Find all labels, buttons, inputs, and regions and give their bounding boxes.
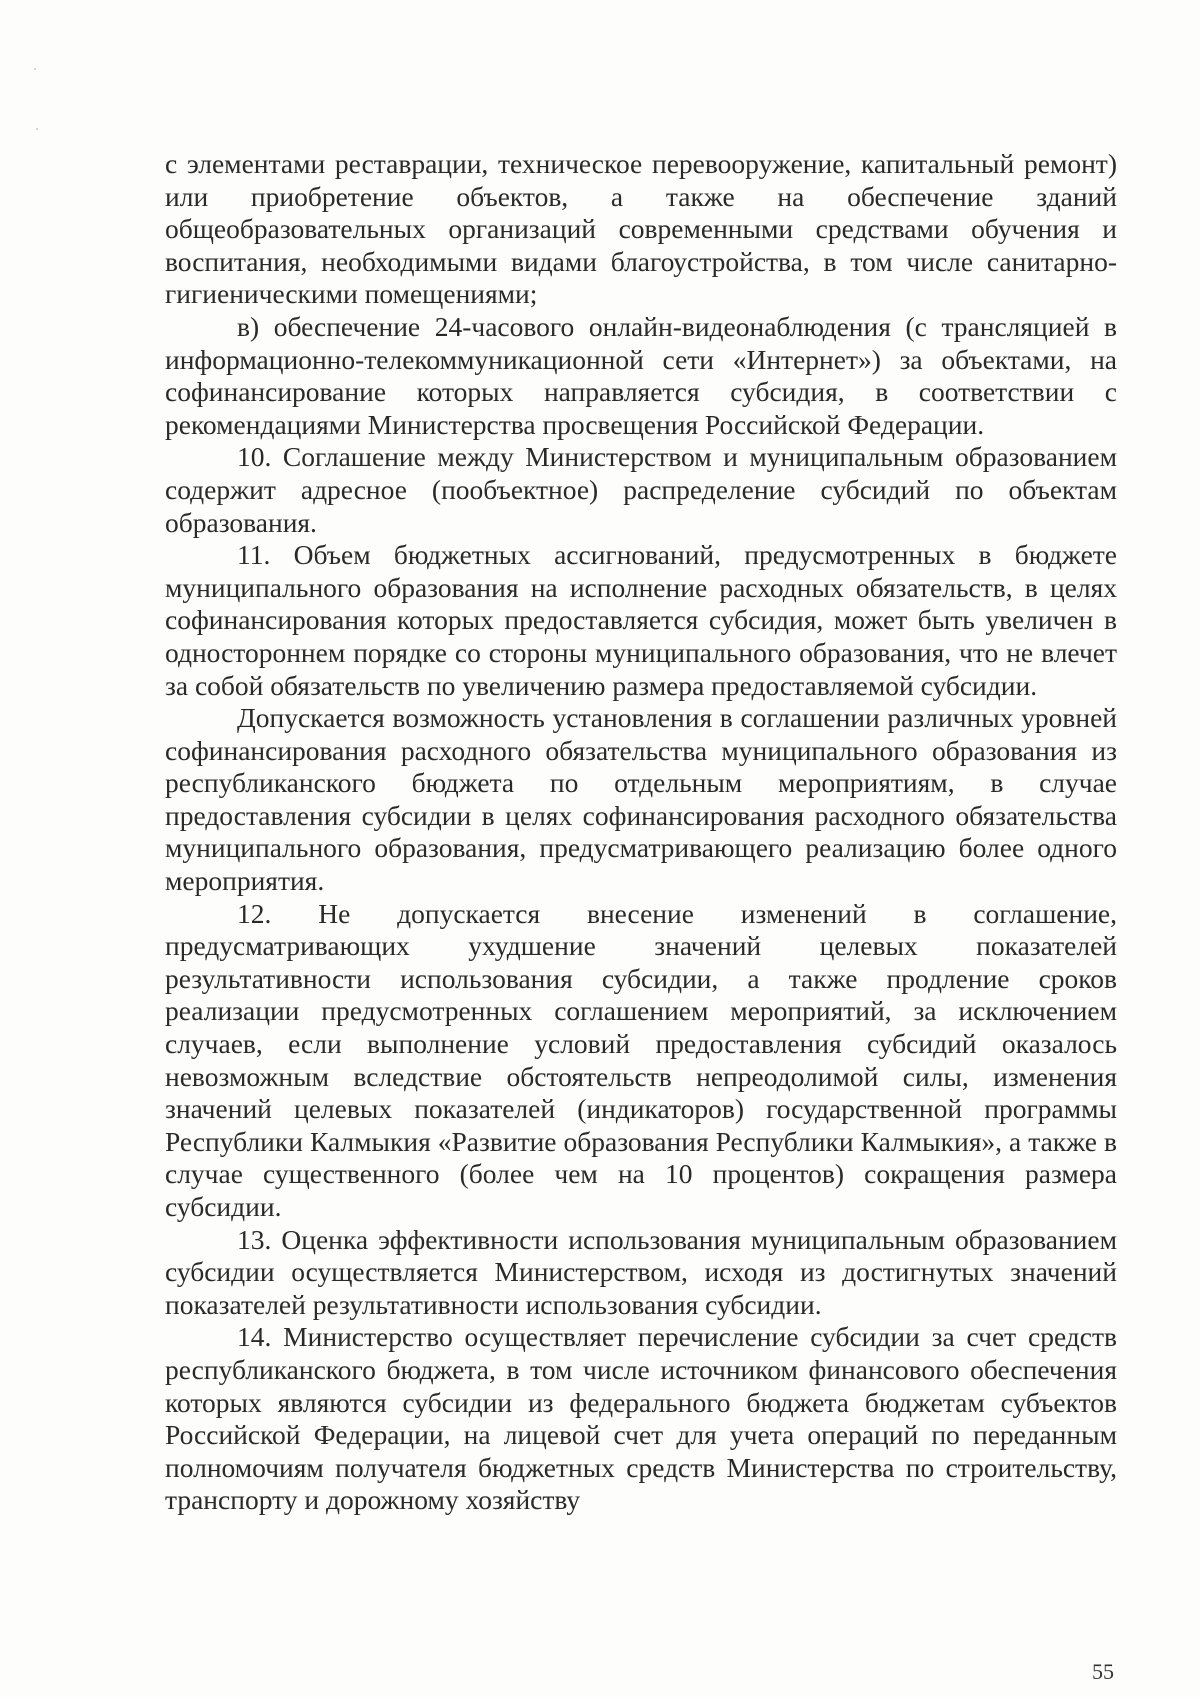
scan-artifact <box>34 68 36 70</box>
paragraph-item-v: в) обеспечение 24-часового онлайн-видеонаблюдения (с трансляцией в информационно-телекоммуникационной сети «Интернет») за объектами, на софинансирование которых направляется субсидия, в соответствии с рекомендациями Министерства просвещения Российской Федерации. <box>165 310 1117 440</box>
paragraph-clause-13: 13. Оценка эффективности использования муниципальным образованием субсидии осуществляется Министерством, исходя из достигнутых значений показателей результативности использования субсидии. <box>165 1223 1117 1320</box>
scan-artifact <box>36 128 38 130</box>
paragraph-clause-11-continued: Допускается возможность установления в соглашении различных уровней софинансирования расходного обязательства муниципального образования из республиканского бюджета по отдельным мероприятиям, в случае предоставления субсидии в целях софинансирования расходного обязательства муниципального образования, предусматривающего реализацию более одного мероприятия. <box>165 702 1117 897</box>
paragraph-continuation: с элементами реставрации, техническое перевооружение, капитальный ремонт) или приобретение объектов, а также на обеспечение зданий общеобразовательных организаций современными средствами обучения и воспитания, необходимыми видами благоустройства, в том числе санитарно-гигиеническими помещениями; <box>165 148 1117 310</box>
page-number: 55 <box>1092 1659 1114 1684</box>
paragraph-clause-12: 12. Не допускается внесение изменений в соглашение, предусматривающих ухудшение значений целевых показателей результативности использования субсидии, а также продление сроков реализации предусмотренных соглашением мероприятий, за исключением случаев, если выполнение условий предоставления субсидий оказалось невозможным вследствие обстоятельств непреодолимой силы, изменения значений целевых показателей (индикаторов) государственной программы Республики Калмыкия «Развитие образования Республики Калмыкия», а также в случае существенного (более чем на 10 процентов) сокращения размера субсидии. <box>165 897 1117 1222</box>
paragraph-clause-11: 11. Объем бюджетных ассигнований, предусмотренных в бюджете муниципального образования на исполнение расходных обязательств, в целях софинансирования которых предоставляется субсидия, может быть увеличен в одностороннем порядке со стороны муниципального образования, что не влечет за собой обязательств по увеличению размера предоставляемой субсидии. <box>165 539 1117 701</box>
paragraph-clause-10: 10. Соглашение между Министерством и муниципальным образованием содержит адресное (пообъектное) распределение субсидий по объектам образования. <box>165 441 1117 538</box>
document-body <box>165 148 1117 1517</box>
paragraph-clause-14: 14. Министерство осуществляет перечисление субсидии за счет средств республиканского бюджета, в том числе источником финансового обеспечения которых являются субсидии из федерального бюджета бюджетам субъектов Российской Федерации, на лицевой счет для учета операций по переданным полномочиям получателя бюджетных средств Министерства по строительству, транспорту и дорожному хозяйству <box>165 1321 1117 1516</box>
